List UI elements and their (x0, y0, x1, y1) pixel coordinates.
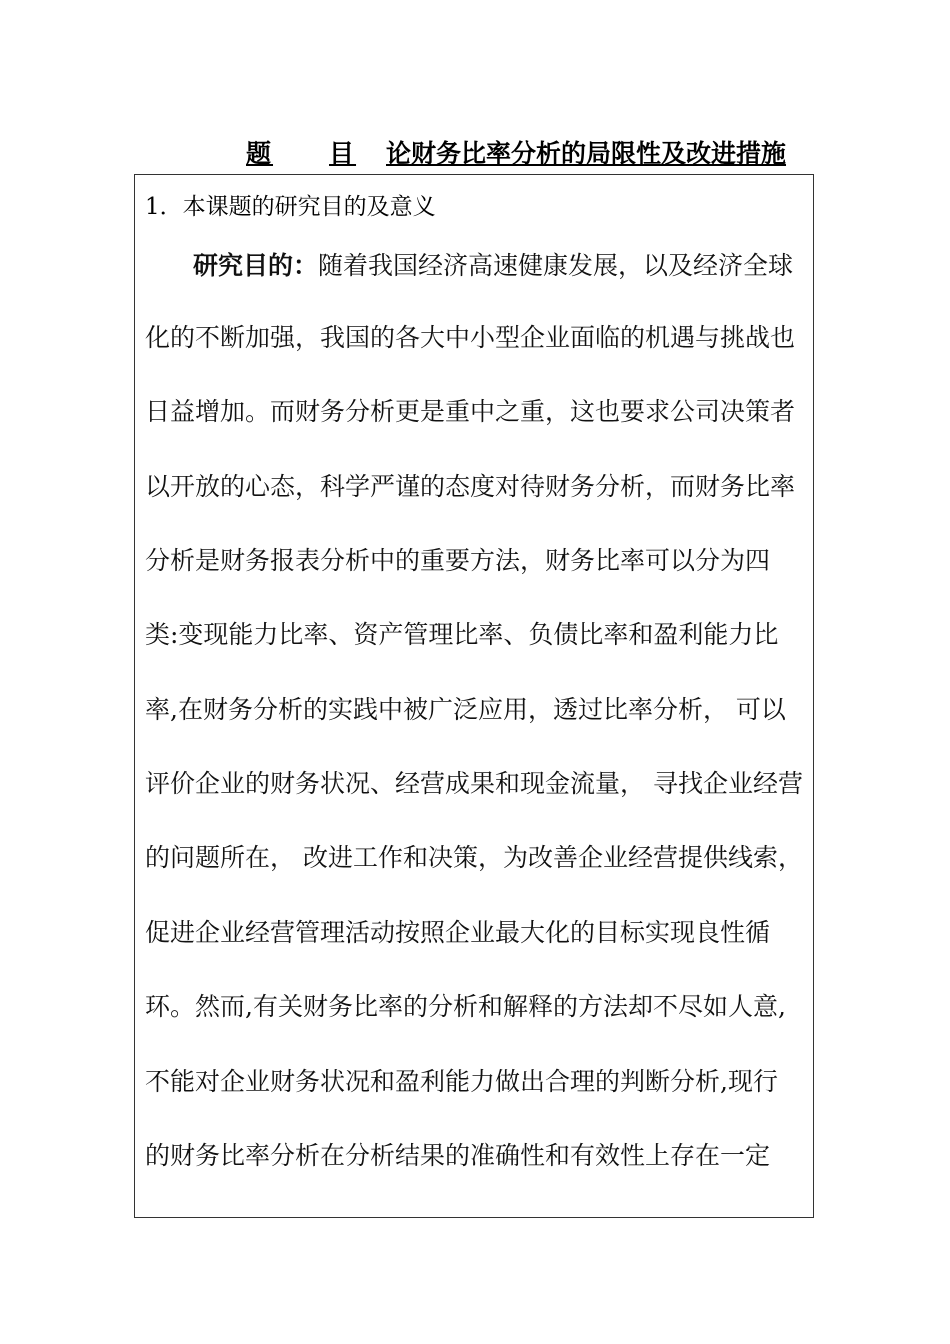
research-purpose-label: 研究目的： (193, 251, 319, 280)
paragraph-line-12: 不能对企业财务状况和盈利能力做出合理的判断分析,现行 (145, 1067, 778, 1096)
topic-label (246, 134, 356, 170)
section-heading: 1．本课题的研究目的及意义 (145, 194, 436, 220)
paragraph-line-text: 随着我国经济高速健康发展，以及经济全球 (318, 251, 794, 280)
paragraph-line-7: 率,在财务分析的实践中被广泛应用，透过比率分析， 可以 (145, 695, 786, 724)
topic-title-line (246, 128, 806, 168)
paragraph-line-2: 化的不断加强，我国的各大中小型企业面临的机遇与挑战也 (145, 323, 796, 352)
paragraph-line-11: 环。然而,有关财务比率的分析和解释的方法却不尽如人意, (145, 992, 786, 1021)
paragraph-line-10: 促进企业经营管理活动按照企业最大化的目标实现良性循 (145, 918, 771, 947)
paragraph-line-1 (145, 246, 810, 286)
topic-label-part2: 目 (329, 139, 357, 168)
paragraph-line-5: 分析是财务报表分析中的重要方法，财务比率可以分为四 (145, 546, 771, 575)
topic-label-part1: 题 (246, 139, 274, 168)
paragraph-line-8: 评价企业的财务状况、经营成果和现金流量， 寻找企业经营 (145, 769, 803, 798)
paragraph-line-6: 类:变现能力比率、资产管理比率、负债比率和盈利能力比 (145, 620, 779, 649)
topic-title: 论财务比率分析的局限性及改进措施 (386, 139, 787, 168)
paragraph-line-9: 的问题所在， 改进工作和决策，为改善企业经营提供线索， (145, 843, 803, 872)
paragraph-line-13: 的财务比率分析在分析结果的准确性和有效性上存在一定 (145, 1141, 771, 1170)
paragraph-line-3: 日益增加。而财务分析更是重中之重，这也要求公司决策者 (145, 397, 796, 426)
paragraph-line-4: 以开放的心态，科学严谨的态度对待财务分析，而财务比率 (145, 472, 796, 501)
